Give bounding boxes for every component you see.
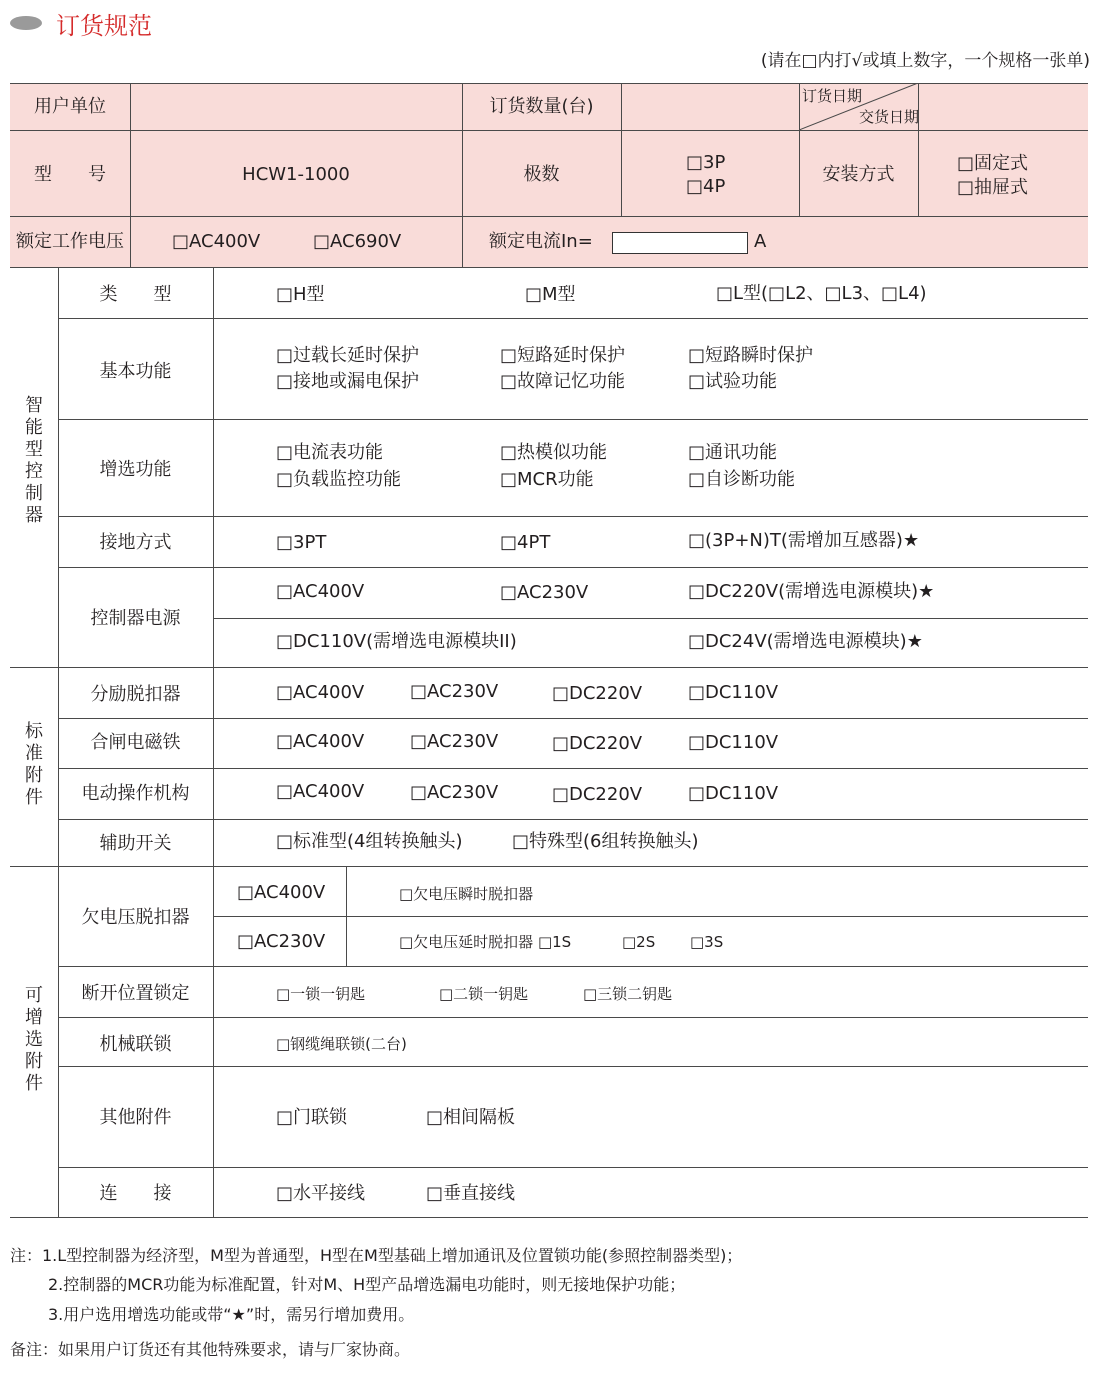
controller-power-label: 控制器电源 — [90, 608, 181, 629]
mech-interlock-label: 机械联锁 — [99, 1034, 172, 1055]
smart-controller-group-label: 智能型控制器 — [25, 395, 43, 526]
current-label: 额定电流In= — [489, 231, 593, 252]
type-m-checkbox[interactable]: □M型 — [525, 284, 576, 305]
standard-accessories-group-label: 标准附件 — [25, 721, 43, 808]
mount-label: 安装方式 — [822, 164, 895, 185]
aux-special-checkbox[interactable]: □特殊型(6组转换触头) — [512, 831, 699, 852]
basic-test-checkbox[interactable]: □试验功能 — [688, 371, 778, 392]
connection-label: 连 接 — [99, 1183, 172, 1204]
voltage-ac400-checkbox[interactable]: □AC400V — [172, 231, 261, 252]
extra-thermal-checkbox[interactable]: □热模似功能 — [500, 442, 608, 463]
mount-fixed-checkbox[interactable]: □固定式 — [957, 153, 1029, 174]
fill-instruction: (请在□内打√或填上数字，一个规格一张单) — [760, 51, 1090, 71]
ground-mode-label: 接地方式 — [99, 532, 172, 553]
extra-ammeter-checkbox[interactable]: □电流表功能 — [276, 442, 384, 463]
uv-instant-checkbox[interactable]: □欠电压瞬时脱扣器 — [399, 885, 534, 903]
mount-drawout-checkbox[interactable]: □抽屉式 — [957, 177, 1029, 198]
shunt-dc110-checkbox[interactable]: □DC110V — [688, 682, 779, 703]
closing-dc110-checkbox[interactable]: □DC110V — [688, 732, 779, 753]
voltage-label: 额定工作电压 — [16, 231, 124, 252]
user-unit-label: 用户单位 — [34, 96, 106, 117]
basic-function-label: 基本功能 — [99, 361, 172, 382]
closing-magnet-label: 合闸电磁铁 — [90, 732, 181, 753]
extra-selfdiag-checkbox[interactable]: □自诊断功能 — [688, 469, 796, 490]
shunt-ac230-checkbox[interactable]: □AC230V — [410, 681, 499, 702]
power-dc110-checkbox[interactable]: □DC110V(需增选电源模块II) — [276, 631, 517, 652]
aux-standard-checkbox[interactable]: □标准型(4组转换触头) — [276, 831, 463, 852]
pole-3p-checkbox[interactable]: □3P — [686, 152, 726, 173]
type-l-checkbox[interactable]: □L型(□L2、□L3、□L4) — [716, 283, 927, 304]
power-ac230-checkbox[interactable]: □AC230V — [500, 582, 589, 603]
lock-1lock1key-checkbox[interactable]: □一锁一钥匙 — [276, 985, 366, 1003]
optional-accessories-group-label: 可增选附件 — [25, 985, 43, 1094]
order-date-label: 订货日期 — [802, 87, 863, 105]
extra-function-label: 增选功能 — [99, 459, 172, 480]
motor-ac230-checkbox[interactable]: □AC230V — [410, 782, 499, 803]
order-qty-label: 订货数量(台) — [489, 96, 594, 117]
motor-operator-label: 电动操作机构 — [81, 783, 190, 804]
basic-fault-memory-checkbox[interactable]: □故障记忆功能 — [500, 371, 626, 392]
uv-delay-1s-checkbox[interactable]: □欠电压延时脱扣器 □1S — [399, 933, 572, 951]
basic-ground-leak-checkbox[interactable]: □接地或漏电保护 — [276, 371, 420, 392]
mech-cable-interlock-checkbox[interactable]: □钢缆绳联锁(二台) — [276, 1035, 407, 1053]
current-unit: A — [754, 231, 767, 252]
model-value: HCW1-1000 — [242, 164, 350, 185]
extra-load-monitor-checkbox[interactable]: □负载监控功能 — [276, 469, 402, 490]
order-form-table — [10, 83, 1088, 1219]
aux-switch-label: 辅助开关 — [99, 833, 172, 854]
remark: 备注：如果用户订货还有其他特殊要求，请与厂家协商。 — [10, 1340, 411, 1359]
rated-current-input[interactable] — [612, 232, 748, 254]
power-dc220-checkbox[interactable]: □DC220V(需增选电源模块)★ — [688, 581, 935, 602]
closing-ac400-checkbox[interactable]: □AC400V — [276, 731, 365, 752]
basic-short-delay-checkbox[interactable]: □短路延时保护 — [500, 345, 626, 366]
title-bullet-icon — [10, 16, 42, 30]
lock-2lock1key-checkbox[interactable]: □二锁一钥匙 — [439, 985, 529, 1003]
motor-ac400-checkbox[interactable]: □AC400V — [276, 781, 365, 802]
note-2: 2.控制器的MCR功能为标准配置，针对M、H型产品增选漏电功能时，则无接地保护功能； — [48, 1275, 686, 1294]
ground-4pt-checkbox[interactable]: □4PT — [500, 532, 551, 553]
page-title: 订货规范 — [56, 12, 152, 40]
basic-overload-checkbox[interactable]: □过载长延时保护 — [276, 345, 420, 366]
uv-delay-2s-checkbox[interactable]: □2S — [622, 933, 656, 951]
extra-comm-checkbox[interactable]: □通讯功能 — [688, 442, 778, 463]
vertical-connection-checkbox[interactable]: □垂直接线 — [426, 1183, 516, 1204]
shunt-dc220-checkbox[interactable]: □DC220V — [552, 683, 643, 704]
shunt-release-label: 分励脱扣器 — [90, 684, 181, 705]
model-label: 型 号 — [34, 164, 106, 185]
undervoltage-release-label: 欠电压脱扣器 — [81, 907, 190, 928]
shunt-ac400-checkbox[interactable]: □AC400V — [276, 682, 365, 703]
door-interlock-checkbox[interactable]: □门联锁 — [276, 1107, 348, 1128]
note-1: 注：1.L型控制器为经济型，M型为普通型，H型在M型基础上增加通讯及位置锁功能(参照控制器类型)； — [10, 1246, 743, 1265]
type-h-checkbox[interactable]: □H型 — [276, 284, 325, 305]
voltage-ac690-checkbox[interactable]: □AC690V — [313, 231, 402, 252]
motor-dc110-checkbox[interactable]: □DC110V — [688, 783, 779, 804]
uv-ac230-checkbox[interactable]: □AC230V — [237, 931, 326, 952]
ground-3pnt-checkbox[interactable]: □(3P+N)T(需增加互感器)★ — [688, 530, 920, 551]
lock-3lock2key-checkbox[interactable]: □三锁二钥匙 — [583, 985, 673, 1003]
note-3: 3.用户选用增选功能或带“★”时，需另行增加费用。 — [48, 1305, 415, 1324]
ground-3pt-checkbox[interactable]: □3PT — [276, 532, 327, 553]
power-ac400-checkbox[interactable]: □AC400V — [276, 581, 365, 602]
horizontal-connection-checkbox[interactable]: □水平接线 — [276, 1183, 366, 1204]
closing-dc220-checkbox[interactable]: □DC220V — [552, 733, 643, 754]
motor-dc220-checkbox[interactable]: □DC220V — [552, 784, 643, 805]
poles-label: 极数 — [523, 164, 560, 185]
phase-barrier-checkbox[interactable]: □相间隔板 — [426, 1107, 516, 1128]
basic-short-instant-checkbox[interactable]: □短路瞬时保护 — [688, 345, 814, 366]
delivery-date-label: 交货日期 — [859, 108, 920, 126]
open-lock-label: 断开位置锁定 — [81, 983, 190, 1004]
uv-ac400-checkbox[interactable]: □AC400V — [237, 882, 326, 903]
type-label: 类 型 — [99, 284, 172, 305]
pole-4p-checkbox[interactable]: □4P — [686, 176, 726, 197]
power-dc24-checkbox[interactable]: □DC24V(需增选电源模块)★ — [688, 631, 923, 652]
uv-delay-3s-checkbox[interactable]: □3S — [690, 933, 724, 951]
closing-ac230-checkbox[interactable]: □AC230V — [410, 731, 499, 752]
extra-mcr-checkbox[interactable]: □MCR功能 — [500, 469, 594, 490]
other-accessories-label: 其他附件 — [99, 1107, 172, 1128]
